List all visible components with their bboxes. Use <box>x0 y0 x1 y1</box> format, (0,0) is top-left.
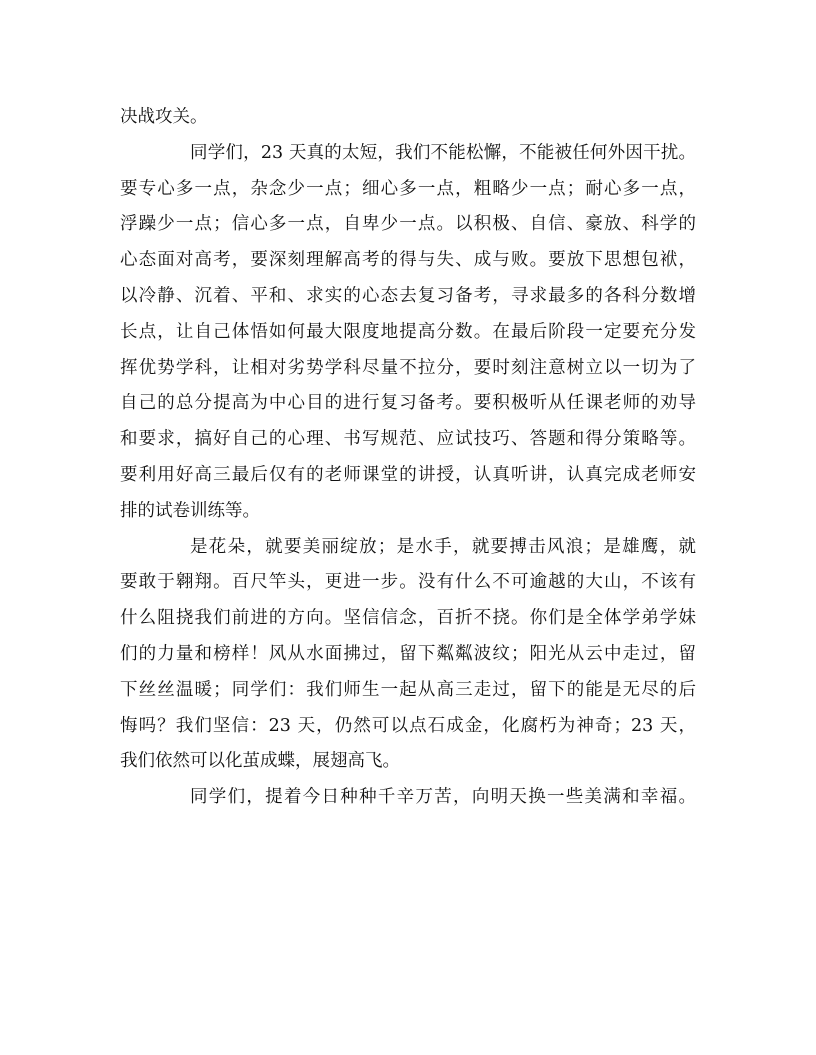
paragraph-line: 我们依然可以化茧成蝶，展翅高飞。 <box>120 751 400 772</box>
paragraph-line: 决战攻关。 <box>120 107 208 127</box>
paragraph-line: 浮躁少一点；信心多一点，自卑少一点。以积极、自信、豪放、科学的 <box>120 214 696 235</box>
paragraph-line: 们的力量和榜样！风从水面拂过，留下粼粼波纹；阳光从云中走过，留 <box>120 643 696 664</box>
paragraph-line: 是花朵，就要美丽绽放；是水手，就要搏击风浪；是雄鹰，就 <box>190 536 696 557</box>
paragraph-line: 长点，让自己体悟如何最大限度地提高分数。在最后阶段一定要充分发 <box>120 321 696 342</box>
paragraph-line: 排的试卷训练等。 <box>120 500 260 521</box>
paragraph-line: 要利用好高三最后仅有的老师课堂的讲授，认真听讲，认真完成老师安 <box>120 464 696 485</box>
paragraph-line: 要专心多一点，杂念少一点；细心多一点，粗略少一点；耐心多一点， <box>120 178 696 199</box>
paragraph-line: 和要求，搞好自己的心理、书写规范、应试技巧、答题和得分策略等。 <box>120 429 696 450</box>
paragraph-line: 下丝丝温暖；同学们：我们师生一起从高三走过，留下的能是无尽的后 <box>120 679 696 700</box>
paragraph-line: 同学们，提着今日种种千辛万苦，向明天换一些美满和幸福。 <box>190 787 696 808</box>
paragraph-line: 悔吗？我们坚信：23 天，仍然可以点石成金，化腐朽为神奇；23 天， <box>120 715 696 736</box>
paragraph-line: 挥优势学科，让相对劣势学科尽量不拉分，要时刻注意树立以一切为了 <box>120 357 696 378</box>
paragraph-line: 同学们，23 天真的太短，我们不能松懈，不能被任何外因干扰。 <box>190 142 696 163</box>
paragraph-line: 自己的总分提高为中心目的进行复习备考。要积极听从任课老师的劝导 <box>120 393 696 414</box>
paragraph-line: 要敢于翱翔。百尺竿头，更进一步。没有什么不可逾越的大山，不该有 <box>120 572 696 593</box>
paragraph-line: 心态面对高考，要深刻理解高考的得与失、成与败。要放下思想包袱， <box>120 250 696 271</box>
paragraph-line: 什么阻挠我们前进的方向。坚信信念，百折不挠。你们是全体学弟学妹 <box>120 608 696 629</box>
document-body <box>120 100 696 816</box>
paragraph-line: 以冷静、沉着、平和、求实的心态去复习备考，寻求最多的各科分数增 <box>120 285 696 306</box>
